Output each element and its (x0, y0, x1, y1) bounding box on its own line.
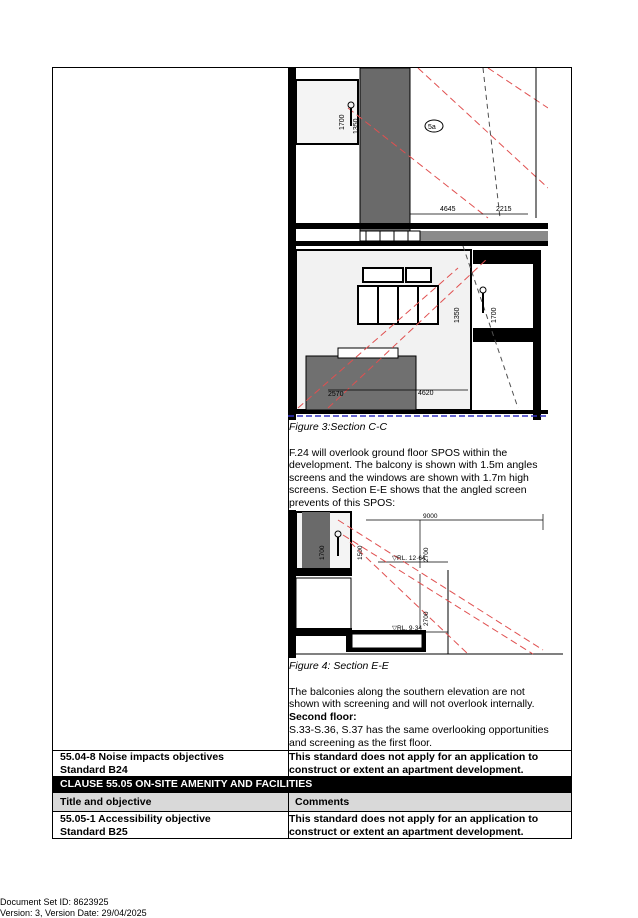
figure-3-caption: Figure 3:Section C-C (289, 421, 388, 433)
clause-heading-text: CLAUSE 55.05 ON-SITE AMENITY AND FACILITIES (60, 778, 313, 790)
text-line: development. The balcony is shown with 1.5m angles (289, 459, 538, 471)
text-line: prevents of this SPOS: (289, 497, 396, 509)
row-comment: This standard does not apply for an application to (289, 813, 539, 825)
row-title: 55.05-1 Accessibility objective (60, 813, 211, 825)
dim-label: 2700 (423, 611, 430, 626)
row-title: Standard B24 (60, 764, 128, 776)
dim-label: 4645 (440, 206, 456, 213)
dim-label: 2215 (496, 206, 512, 213)
text-line: screens. Section E-E shows that the angled screen (289, 484, 527, 496)
text-line: shown with screening and will not overlook internally. (289, 698, 535, 710)
footer-doc-id: Document Set ID: 8623925 (0, 897, 109, 907)
dim-label: 2700 (423, 547, 430, 562)
clause-heading (53, 776, 571, 793)
text-line: screens and the windows are shown with 1.7m high (289, 472, 529, 484)
text-line: F.24 will overlook ground floor SPOS within the (289, 447, 508, 459)
dim-label: 1350 (353, 118, 360, 134)
row-comment: construct or extent an apartment development. (289, 764, 524, 776)
row-divider (53, 811, 571, 812)
second-floor-heading: Second floor: (289, 711, 357, 723)
column-header-title: Title and objective (60, 796, 152, 808)
figure-3-section-cc (288, 68, 548, 420)
text-line: and screening as the first floor. (289, 737, 432, 749)
row-comment: This standard does not apply for an application to (289, 751, 539, 763)
footer-version: Version: 3, Version Date: 29/04/2025 (0, 908, 147, 918)
figure-4-section-ee (288, 510, 563, 658)
level-label: ▽RL. 12·64 (392, 555, 426, 562)
dim-label: 1700 (491, 307, 498, 323)
dim-label: 1700 (319, 545, 326, 560)
section-marker: 5a (428, 124, 436, 131)
row-title: Standard B25 (60, 826, 128, 838)
text-line: The balconies along the southern elevation are not (289, 686, 525, 698)
row-title: 55.04-8 Noise impacts objectives (60, 751, 224, 763)
dim-label: 9000 (423, 513, 438, 520)
assessment-table (52, 67, 572, 839)
column-header-comments: Comments (295, 796, 350, 808)
dim-label: 1700 (339, 114, 346, 130)
row-comment: construct or extent an apartment development. (289, 826, 524, 838)
dim-label: 4620 (418, 390, 434, 397)
dim-label: 2570 (328, 391, 344, 398)
text-line: S.33-S.36, S.37 has the same overlooking opportunities (289, 724, 549, 736)
figure-4-caption: Figure 4: Section E-E (289, 660, 389, 672)
dim-label: 1500 (357, 545, 364, 560)
level-label: ▽RL. 9·34 (392, 625, 422, 632)
dim-label: 1350 (454, 307, 461, 323)
